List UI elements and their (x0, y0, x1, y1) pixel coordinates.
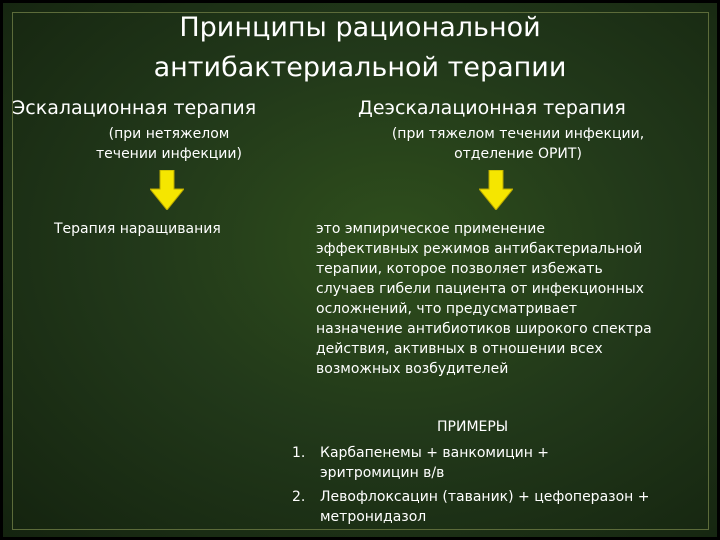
example-line: метронидазол (320, 509, 427, 525)
description-line: эффективных режимов антибактериальной (316, 241, 643, 257)
example-line: эритромицин в/в (320, 465, 445, 481)
examples-title: ПРИМЕРЫ (437, 419, 509, 435)
description-line: назначение антибиотиков широкого спектра (316, 321, 652, 337)
description-line: это эмпирическое применение (316, 221, 545, 237)
example-number: 1. (292, 445, 306, 461)
escalation-subtitle-line-2: течении инфекции) (96, 146, 242, 162)
description-line: действия, активных в отношении всех (316, 341, 603, 357)
escalation-description: Терапия наращивания (54, 221, 221, 237)
description-line: случаев гибели пациента от инфекционных (316, 281, 644, 297)
escalation-down-arrow-icon (150, 170, 184, 210)
escalation-subtitle (71, 124, 267, 164)
example-item (292, 487, 650, 527)
example-line: Левофлоксацин (таваник) + цефоперазон + (320, 489, 650, 505)
deescalation-subtitle-line-2: отделение ОРИТ) (454, 146, 582, 162)
escalation-subtitle-line-1: (при нетяжелом (108, 126, 230, 142)
description-line: осложнений, что предусматривает (316, 301, 578, 317)
example-line: Карбапенемы + ванкомицин + (320, 445, 550, 461)
deescalation-down-arrow-icon (479, 170, 513, 210)
slide-title-line-2: антибактериальной терапии (153, 52, 567, 83)
deescalation-description (316, 219, 718, 379)
description-line: возможных возбудителей (316, 361, 509, 377)
example-number: 2. (292, 489, 306, 505)
example-item (292, 443, 549, 483)
deescalation-subtitle-line-1: (при тяжелом течении инфекции, (391, 126, 645, 142)
escalation-heading: Эскалационная терапия (12, 97, 257, 119)
slide-title-line-1: Принципы рациональной (179, 12, 541, 43)
deescalation-heading: Деэскалационная терапия (358, 97, 626, 119)
deescalation-subtitle (360, 124, 676, 164)
description-line: терапии, которое позволяет избежать (316, 261, 603, 277)
